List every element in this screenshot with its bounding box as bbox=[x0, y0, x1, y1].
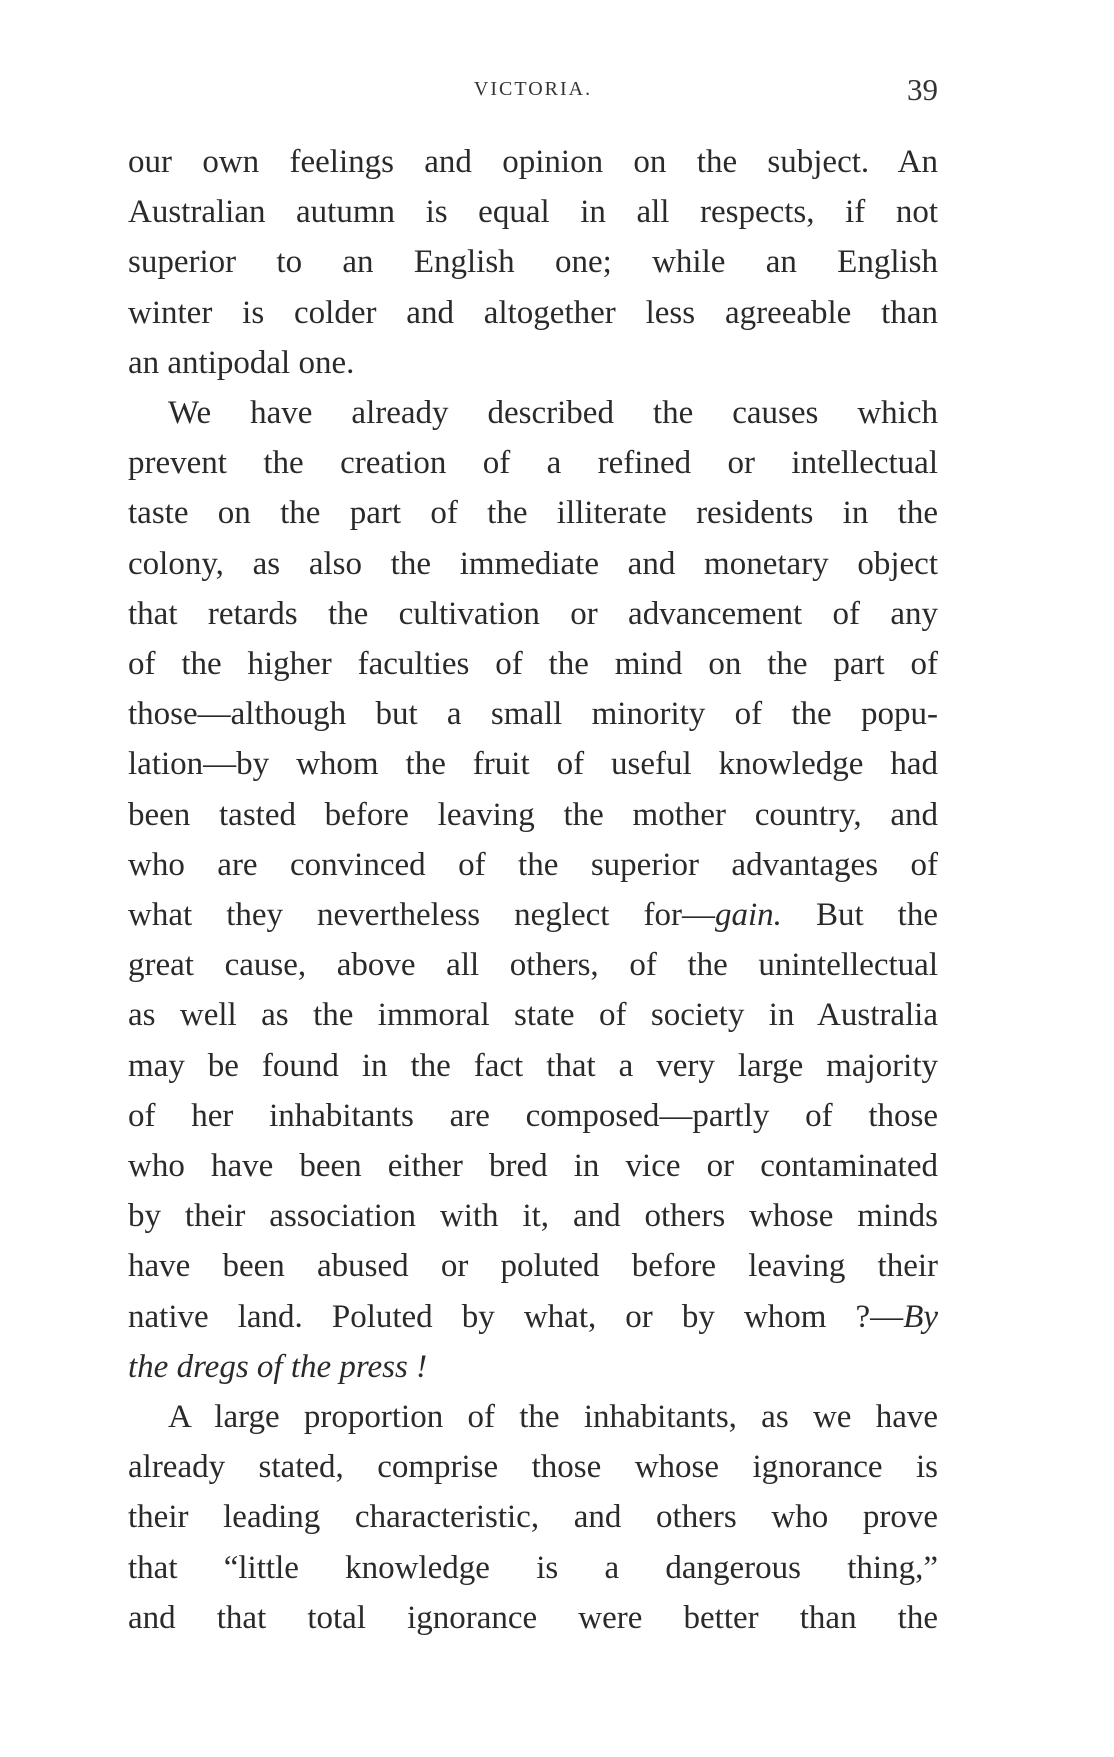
text-line: those—although but a small minority of the popu- bbox=[128, 696, 938, 733]
text-line: already stated, comprise those whose ignorance is bbox=[128, 1449, 938, 1486]
running-title: VICTORIA. bbox=[473, 78, 593, 100]
text-line: lation—by whom the fruit of useful knowledge had bbox=[128, 746, 938, 783]
text-line: Australian autumn is equal in all respects, if not bbox=[128, 194, 938, 231]
text-line bbox=[128, 1292, 938, 1342]
text-line: have been abused or poluted before leaving their bbox=[128, 1248, 938, 1285]
text-line: by their association with it, and others whose minds bbox=[128, 1198, 938, 1235]
running-head bbox=[128, 72, 938, 112]
text-span: what they nevertheless neglect for— bbox=[128, 897, 715, 934]
text-line bbox=[128, 1342, 938, 1392]
text-line: of the higher faculties of the mind on the part of bbox=[128, 646, 938, 683]
text-line: great cause, above all others, of the unintellectual bbox=[128, 947, 938, 984]
text-line: colony, as also the immediate and monetary object bbox=[128, 545, 938, 582]
text-line: prevent the creation of a refined or intellectual bbox=[128, 445, 938, 482]
text-line bbox=[128, 890, 938, 940]
text-line: as well as the immoral state of society in Australia bbox=[128, 997, 938, 1034]
text-line: may be found in the fact that a very large majority bbox=[128, 1047, 938, 1084]
text-line: of her inhabitants are composed—partly of those bbox=[128, 1097, 938, 1134]
text-line: been tasted before leaving the mother country, and bbox=[128, 796, 938, 833]
italic-text: the dregs of the press ! bbox=[128, 1348, 428, 1385]
italic-text: By bbox=[903, 1298, 938, 1335]
text-line: that “little knowledge is a dangerous thing,” bbox=[128, 1549, 938, 1586]
text-line: superior to an English one; while an English bbox=[128, 244, 938, 281]
text-line: We have already described the causes which bbox=[168, 395, 938, 432]
text-line: taste on the part of the illiterate residents in the bbox=[128, 495, 938, 532]
text-line: who are convinced of the superior advantages of bbox=[128, 846, 938, 883]
text-line: winter is colder and altogether less agreeable than bbox=[128, 294, 938, 331]
text-line: our own feelings and opinion on the subject. An bbox=[128, 144, 938, 180]
text-line: that retards the cultivation or advancement of any bbox=[128, 595, 938, 632]
text-span: But the bbox=[781, 897, 938, 934]
text-line: who have been either bred in vice or contaminated bbox=[128, 1148, 938, 1185]
text-line: A large proportion of the inhabitants, as we have bbox=[168, 1399, 938, 1436]
page-number: 39 bbox=[907, 72, 938, 107]
text-span: native land. Poluted by what, or by whom ?— bbox=[128, 1298, 904, 1335]
text-line: an antipodal one. bbox=[128, 344, 355, 381]
body-text bbox=[128, 137, 938, 1643]
text-line: and that total ignorance were better than the bbox=[128, 1599, 938, 1636]
italic-text: gain. bbox=[714, 897, 782, 934]
text-line: their leading characteristic, and others who prove bbox=[128, 1499, 938, 1536]
